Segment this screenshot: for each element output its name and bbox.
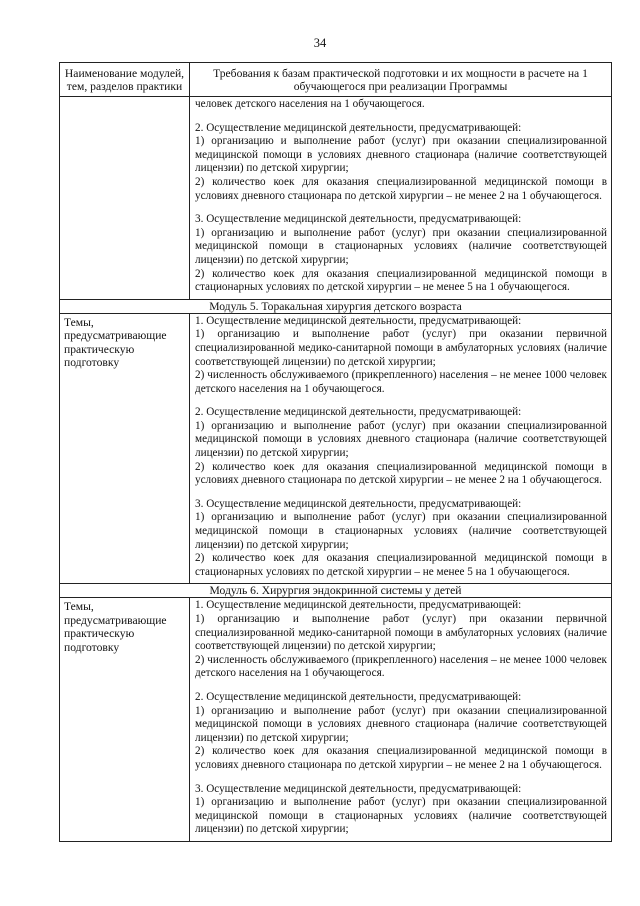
block-item: 2) количество коек для оказания специализированной медицинской помощи в стационарных условиях по детской хирургии – не менее 5 на 1 обучающегося. [195,552,607,578]
block-item: 1) организацию и выполнение работ (услуг) при оказании специализированной медицинской помощи в стационарных условиях (наличие соответствующей лицензии) по детской хирургии; [195,226,607,266]
module-6-title: Модуль 6. Хирургия эндокринной системы у детей [60,584,612,598]
text-line: человек детского населения на 1 обучающегося. [195,98,425,110]
requirements-cell [190,97,612,300]
block-item: 1) организацию и выполнение работ (услуг) при оказании первичной специализированной медико-санитарной помощи в амбулаторных условиях (наличие соответствующей лицензии) по детской хирургии; [195,328,607,368]
block-item: 1) организацию и выполнение работ (услуг) при оказании специализированной медицинской помощи в условиях дневного стационара (наличие соответствующей лицензии) по детской хирургии; [195,135,607,175]
page-number: 34 [313,36,327,50]
block-item: 1) организацию и выполнение работ (услуг) при оказании специализированной медицинской помощи в стационарных условиях (наличие соответствующей лицензии) по детской хирургии; [195,511,607,551]
requirement-block [190,400,611,492]
header-col-requirements: Требования к базам практической подготовки и их мощности в расчете на 1 обучающегося при реализации Программы [190,63,612,97]
requirement-block [190,116,611,208]
block-item: 1) организацию и выполнение работ (услуг) при оказании специализированной медицинской помощи в условиях дневного стационара (наличие соответствующей лицензии) по детской хирургии; [195,704,607,744]
requirement-block [190,685,611,777]
block-heading: 2. Осуществление медицинской деятельности, предусматривающей: [195,121,522,134]
block-item: 2) количество коек для оказания специализированной медицинской помощи в условиях дневного стационара по детской хирургии – не менее 2 на 1 обучающегося. [195,175,607,202]
block-item: 1) организацию и выполнение работ (услуг) при оказании первичной специализированной медико-санитарной помощи в амбулаторных условиях (наличие соответствующей лицензии) по детской хирургии; [195,613,607,653]
block-heading: 1. Осуществление медицинской деятельности, предусматривающей: [195,599,522,612]
header-col-modules: Наименование модулей, тем, разделов практики [60,63,190,97]
block-heading: 1. Осуществление медицинской деятельности, предусматривающей: [195,314,522,327]
requirement-block [190,492,611,584]
requirement-block [190,598,611,685]
requirements-table [59,62,612,842]
continuation-text [190,97,611,116]
block-heading: 2. Осуществление медицинской деятельности, предусматривающей: [195,406,522,419]
block-heading: 3. Осуществление медицинской деятельности, предусматривающей: [195,213,522,226]
module-5-left-label: Темы, предусматривающие практическую подготовку [60,313,190,584]
block-item: 1) организацию и выполнение работ (услуг) при оказании специализированной медицинской помощи в стационарных условиях (наличие соответствующей лицензии) по детской хирургии; [195,796,607,836]
requirements-cell [190,313,612,584]
block-heading: 3. Осуществление медицинской деятельности, предусматривающей: [195,497,522,510]
block-heading: 3. Осуществление медицинской деятельности, предусматривающей: [195,782,522,795]
block-item: 2) численность обслуживаемого (прикрепленного) населения – не менее 1000 человек детского населения на 1 обучающегося. [195,369,607,395]
requirement-block [190,777,611,841]
requirement-block [190,207,611,299]
table-row-module-6 [60,598,612,842]
module-title-row [60,584,612,598]
block-heading: 2. Осуществление медицинской деятельности, предусматривающей: [195,690,522,703]
block-item: 2) количество коек для оказания специализированной медицинской помощи в стационарных условиях по детской хирургии – не менее 5 на 1 обучающегося. [195,267,607,294]
block-item: 2) численность обслуживаемого (прикрепленного) населения – не менее 1000 человек детского населения на 1 обучающегося. [195,653,607,680]
table-row-module-5 [60,313,612,584]
module-6-left-label: Темы, предусматривающие практическую подготовку [60,598,190,842]
block-item: 2) количество коек для оказания специализированной медицинской помощи в условиях дневного стационара по детской хирургии – не менее 2 на 1 обучающегося. [195,745,607,771]
empty-left-cell [60,97,190,300]
table-row-continuation [60,97,612,300]
requirements-cell [190,598,612,842]
requirement-block [190,314,611,401]
block-item: 1) организацию и выполнение работ (услуг) при оказании специализированной медицинской помощи в условиях дневного стационара (наличие соответствующей лицензии) по детской хирургии; [195,419,607,460]
block-item: 2) количество коек для оказания специализированной медицинской помощи в условиях дневного стационара по детской хирургии – не менее 2 на 1 обучающегося. [195,460,607,487]
table-header-row [60,63,612,97]
module-5-title: Модуль 5. Торакальная хирургия детского возраста [60,299,612,313]
module-title-row [60,299,612,313]
